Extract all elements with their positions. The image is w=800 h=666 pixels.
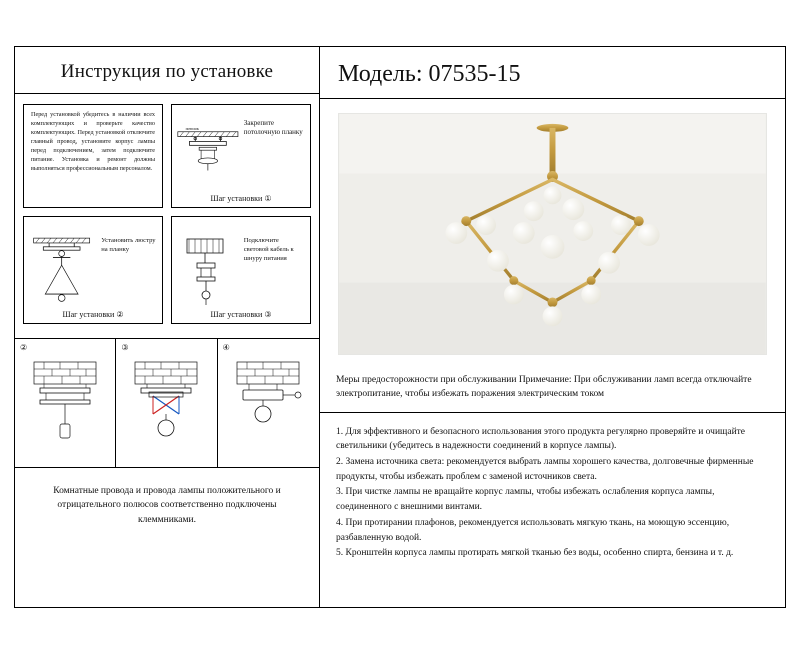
diagram-3 [116, 339, 217, 467]
bottom-note: Комнатные провода и провода лампы положительного и отрицательного полюсов соответственно подключены клеммниками. [53, 486, 281, 525]
step-1-caption: Шаг установки ① [210, 194, 272, 203]
step-item: 1. Для эффективного и безопасного использования этого продукта регулярно проверяйте и очищайте светильники (убедитесь в надежности соединений в корпусе лампы). [336, 426, 746, 452]
step-3-text: Подключите световой кабель к шнуру питания [243, 237, 294, 262]
diagram-row [15, 339, 319, 467]
chandelier-photo [338, 113, 767, 355]
diagram-3-number: ③ [121, 343, 129, 352]
step-2-text: Установить люстру на планку [101, 237, 156, 253]
diagram-2 [15, 339, 116, 467]
maintenance-steps [320, 413, 785, 561]
step-item: 4. При протирании плафонов, рекомендуется использовать мягкую ткань, на моющую эссенцию, разбавленную водой. [336, 517, 730, 543]
cell-step-1 [171, 104, 311, 208]
left-column [15, 47, 320, 607]
model-title: Модель: 07535-15 [338, 61, 521, 87]
page-title: Инструкция по установке [60, 61, 274, 82]
cell-safety-text [23, 104, 163, 208]
maintenance-warning: Меры предосторожности при обслуживании Примечание: При обслуживании ламп всегда отключайте электропитание, чтобы избежать поражения электрическим током [336, 375, 752, 400]
title-divider [15, 93, 319, 94]
step-1-text: Закрепите потолочную планку [243, 119, 303, 137]
mount-chandelier-diagram [24, 217, 101, 323]
cell-step-3 [171, 216, 311, 324]
diagram-4-art [218, 353, 319, 463]
diagram-3-art [116, 353, 216, 463]
cell-step-2 [23, 216, 163, 324]
svg-text:потолок: потолок [185, 126, 199, 131]
cells-row-2 [15, 216, 319, 324]
diagram-4-number: ④ [222, 343, 230, 352]
wire-connect-diagram [172, 217, 244, 323]
instruction-page [14, 46, 786, 608]
step-item: 3. При чистке лампы не вращайте корпус лампы, чтобы избежать ослабления корпуса лампы, соединенного с внешними винтами. [336, 487, 715, 513]
diagram-2-number: ② [20, 343, 28, 352]
right-column [320, 47, 785, 607]
step-3-caption: Шаг установки ③ [210, 310, 272, 319]
ceiling-bracket-diagram [172, 105, 244, 207]
product-photo-wrap [320, 99, 785, 365]
diagram-4 [218, 339, 319, 467]
step-item: 2. Замена источника света: рекомендуется выбрать лампы хорошего качества, долговечные фирменные продукты, чтобы избежать проблем с заменой источников света. [336, 456, 754, 482]
cells-row-1 [15, 104, 319, 208]
safety-text: Перед установкой убедитесь в наличии всех комплектующих и проверьте качество комплектующих. Перед установкой отключите главный провод, установите корпус лампы перед подключением, затем подключите питание. Установка и ремонт должны выполняться профессиональным персоналом. [31, 111, 155, 172]
diagram-2-art [15, 353, 115, 463]
step-item: 5. Кронштейн корпуса лампы протирать мягкой тканью без воды, особенно спирта, бензина и т. д. [336, 548, 734, 559]
step-2-caption: Шаг установки ② [62, 310, 124, 319]
